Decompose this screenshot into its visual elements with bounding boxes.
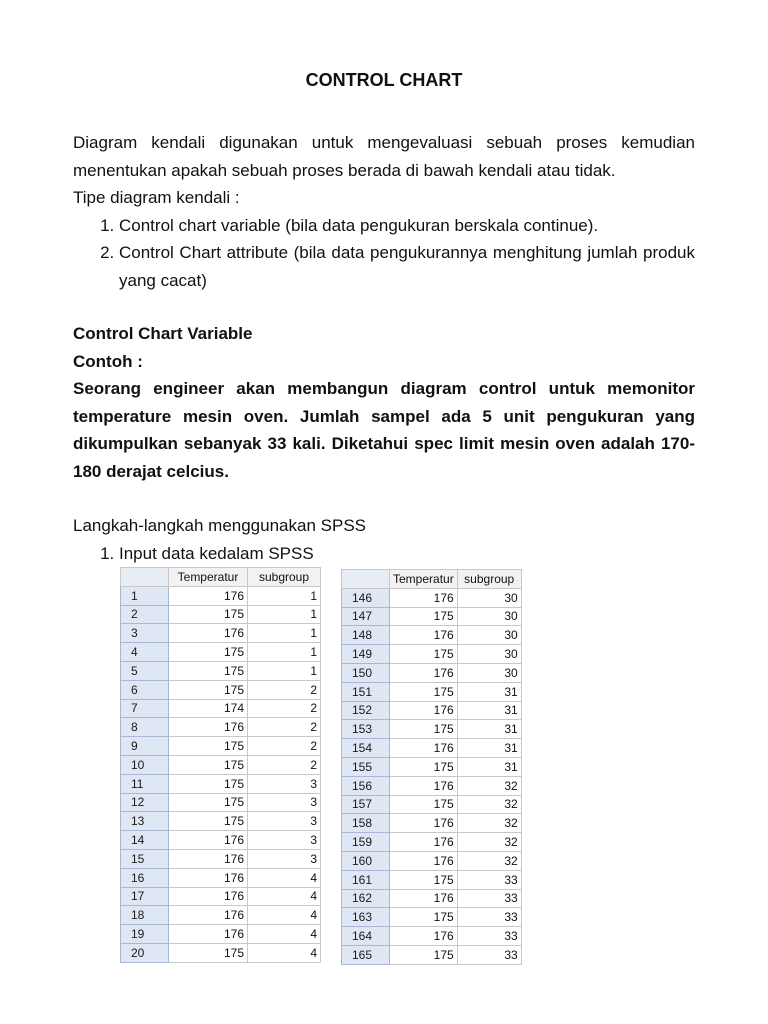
temperatur-cell[interactable]: 176 bbox=[390, 701, 458, 720]
table-row[interactable] bbox=[342, 757, 522, 776]
subgroup-cell[interactable]: 31 bbox=[457, 757, 521, 776]
row-number-cell[interactable]: 4 bbox=[121, 643, 169, 662]
table-row[interactable] bbox=[121, 755, 321, 774]
row-number-cell[interactable]: 14 bbox=[121, 831, 169, 850]
table-row[interactable] bbox=[121, 643, 321, 662]
example-text: Seorang engineer akan membangun diagram control untuk memonitor temperature mesin oven. Jumlah sampel ada 5 unit pengukuran yang dikumpulkan sebanyak 33 kali. Diketahui spec limit mesin oven adalah 170-180 derajat celcius. bbox=[73, 379, 695, 481]
grid-corner-cell[interactable] bbox=[121, 568, 169, 587]
subgroup-cell[interactable]: 32 bbox=[457, 833, 521, 852]
row-number-cell[interactable]: 9 bbox=[121, 737, 169, 756]
row-number-cell[interactable]: 17 bbox=[121, 887, 169, 906]
table-row[interactable] bbox=[121, 868, 321, 887]
row-number-cell[interactable]: 11 bbox=[121, 774, 169, 793]
temperatur-cell[interactable]: 175 bbox=[390, 908, 458, 927]
temperatur-cell[interactable]: 176 bbox=[169, 718, 248, 737]
row-number-cell[interactable]: 18 bbox=[121, 906, 169, 925]
subgroup-cell[interactable]: 4 bbox=[248, 887, 321, 906]
row-number-cell[interactable]: 160 bbox=[342, 851, 390, 870]
row-number-cell[interactable]: 159 bbox=[342, 833, 390, 852]
temperatur-cell[interactable]: 176 bbox=[169, 868, 248, 887]
temperatur-cell[interactable]: 176 bbox=[390, 814, 458, 833]
subgroup-cell[interactable]: 1 bbox=[248, 643, 321, 662]
table-row[interactable] bbox=[121, 793, 321, 812]
temperatur-cell[interactable]: 176 bbox=[390, 626, 458, 645]
row-number-cell[interactable]: 152 bbox=[342, 701, 390, 720]
list-item: 1. Control chart variable (bila data pengukuran berskala continue). bbox=[119, 212, 695, 240]
temperatur-cell[interactable]: 176 bbox=[390, 833, 458, 852]
example-label: Contoh : bbox=[73, 351, 143, 371]
row-number-cell[interactable]: 12 bbox=[121, 793, 169, 812]
temperatur-cell[interactable]: 176 bbox=[169, 925, 248, 944]
row-number-cell[interactable]: 2 bbox=[121, 605, 169, 624]
temperatur-cell[interactable]: 176 bbox=[390, 663, 458, 682]
temperatur-cell[interactable]: 175 bbox=[390, 682, 458, 701]
subgroup-cell[interactable]: 3 bbox=[248, 831, 321, 850]
subgroup-cell[interactable]: 32 bbox=[457, 814, 521, 833]
temperatur-cell[interactable]: 176 bbox=[169, 906, 248, 925]
row-number-cell[interactable]: 147 bbox=[342, 607, 390, 626]
row-number-cell[interactable]: 3 bbox=[121, 624, 169, 643]
intro-paragraph: Diagram kendali digunakan untuk mengevaluasi sebuah proses kemudian menentukan apakah sebuah proses berada di bawah kendali atau tidak. bbox=[73, 133, 695, 180]
steps-block bbox=[73, 512, 695, 567]
row-number-cell[interactable]: 20 bbox=[121, 943, 169, 962]
types-heading: Tipe diagram kendali : bbox=[73, 188, 240, 207]
table-row[interactable] bbox=[121, 718, 321, 737]
temperatur-cell[interactable]: 176 bbox=[169, 849, 248, 868]
table-row[interactable] bbox=[342, 720, 522, 739]
row-number-cell[interactable]: 10 bbox=[121, 755, 169, 774]
subgroup-cell[interactable]: 4 bbox=[248, 925, 321, 944]
table-row[interactable] bbox=[342, 588, 522, 607]
table-row[interactable] bbox=[342, 776, 522, 795]
temperatur-cell[interactable]: 175 bbox=[169, 680, 248, 699]
row-number-cell[interactable]: 16 bbox=[121, 868, 169, 887]
row-number-cell[interactable]: 165 bbox=[342, 945, 390, 964]
subgroup-cell[interactable]: 3 bbox=[248, 849, 321, 868]
temperatur-cell[interactable]: 175 bbox=[169, 793, 248, 812]
subgroup-cell[interactable]: 33 bbox=[457, 889, 521, 908]
temperatur-cell[interactable]: 175 bbox=[169, 643, 248, 662]
subgroup-cell[interactable]: 30 bbox=[457, 607, 521, 626]
table-row[interactable] bbox=[121, 661, 321, 680]
subgroup-cell[interactable]: 4 bbox=[248, 943, 321, 962]
section-title: Control Chart Variable bbox=[73, 324, 253, 343]
temperatur-cell[interactable]: 176 bbox=[390, 739, 458, 758]
subgroup-cell[interactable]: 33 bbox=[457, 870, 521, 889]
row-number-cell[interactable]: 7 bbox=[121, 699, 169, 718]
temperatur-cell[interactable]: 175 bbox=[169, 943, 248, 962]
row-number-cell[interactable]: 15 bbox=[121, 849, 169, 868]
table-row[interactable] bbox=[342, 851, 522, 870]
subgroup-cell[interactable]: 1 bbox=[248, 586, 321, 605]
intro-block bbox=[73, 129, 695, 294]
row-number-cell[interactable]: 164 bbox=[342, 927, 390, 946]
row-number-cell[interactable]: 161 bbox=[342, 870, 390, 889]
temperatur-cell[interactable]: 175 bbox=[390, 757, 458, 776]
temperatur-cell[interactable]: 176 bbox=[390, 927, 458, 946]
temperatur-cell[interactable]: 176 bbox=[390, 776, 458, 795]
row-number-cell[interactable]: 19 bbox=[121, 925, 169, 944]
temperatur-cell[interactable]: 176 bbox=[169, 586, 248, 605]
table-row[interactable] bbox=[342, 607, 522, 626]
row-number-cell[interactable]: 158 bbox=[342, 814, 390, 833]
table-row[interactable] bbox=[121, 737, 321, 756]
row-number-cell[interactable]: 8 bbox=[121, 718, 169, 737]
row-number-cell[interactable]: 6 bbox=[121, 680, 169, 699]
row-number-cell[interactable]: 155 bbox=[342, 757, 390, 776]
table-row[interactable] bbox=[342, 908, 522, 927]
temperatur-cell[interactable]: 176 bbox=[390, 889, 458, 908]
subgroup-cell[interactable]: 1 bbox=[248, 661, 321, 680]
temperatur-cell[interactable]: 175 bbox=[169, 737, 248, 756]
row-number-cell[interactable]: 148 bbox=[342, 626, 390, 645]
subgroup-cell[interactable]: 4 bbox=[248, 868, 321, 887]
table-row[interactable] bbox=[121, 586, 321, 605]
table-row[interactable] bbox=[342, 833, 522, 852]
subgroup-cell[interactable]: 30 bbox=[457, 645, 521, 664]
temperatur-cell[interactable]: 175 bbox=[390, 645, 458, 664]
subgroup-cell[interactable]: 3 bbox=[248, 793, 321, 812]
row-number-cell[interactable]: 151 bbox=[342, 682, 390, 701]
temperatur-cell[interactable]: 175 bbox=[390, 720, 458, 739]
row-number-cell[interactable]: 150 bbox=[342, 663, 390, 682]
subgroup-cell[interactable]: 32 bbox=[457, 851, 521, 870]
subgroup-cell[interactable]: 32 bbox=[457, 795, 521, 814]
subgroup-cell[interactable]: 2 bbox=[248, 699, 321, 718]
table-row[interactable] bbox=[342, 945, 522, 964]
row-number-cell[interactable]: 5 bbox=[121, 661, 169, 680]
temperatur-cell[interactable]: 175 bbox=[390, 945, 458, 964]
column-header-subgroup[interactable]: subgroup bbox=[248, 568, 321, 587]
subgroup-cell[interactable]: 3 bbox=[248, 812, 321, 831]
temperatur-cell[interactable]: 176 bbox=[169, 887, 248, 906]
row-number-cell[interactable]: 163 bbox=[342, 908, 390, 927]
subgroup-cell[interactable]: 33 bbox=[457, 945, 521, 964]
subgroup-cell[interactable]: 33 bbox=[457, 908, 521, 927]
temperatur-cell[interactable]: 176 bbox=[169, 624, 248, 643]
document-title: CONTROL CHART bbox=[305, 70, 463, 90]
steps-heading: Langkah-langkah menggunakan SPSS bbox=[73, 516, 366, 535]
table-row[interactable] bbox=[342, 682, 522, 701]
subgroup-cell[interactable]: 4 bbox=[248, 906, 321, 925]
table-row[interactable] bbox=[121, 943, 321, 962]
subgroup-cell[interactable]: 1 bbox=[248, 624, 321, 643]
spss-data-grid-right[interactable] bbox=[341, 569, 522, 965]
row-number-cell[interactable]: 1 bbox=[121, 586, 169, 605]
table-row[interactable] bbox=[121, 906, 321, 925]
temperatur-cell[interactable]: 174 bbox=[169, 699, 248, 718]
steps-list bbox=[73, 540, 695, 568]
spss-data-grid-left[interactable] bbox=[120, 567, 321, 963]
types-list bbox=[73, 212, 695, 295]
row-number-cell[interactable]: 13 bbox=[121, 812, 169, 831]
example-section bbox=[73, 320, 695, 485]
table-row[interactable] bbox=[121, 849, 321, 868]
table-row[interactable] bbox=[121, 605, 321, 624]
subgroup-cell[interactable]: 2 bbox=[248, 718, 321, 737]
grid-corner-cell[interactable] bbox=[342, 570, 390, 589]
row-number-cell[interactable]: 146 bbox=[342, 588, 390, 607]
subgroup-cell[interactable]: 31 bbox=[457, 682, 521, 701]
subgroup-cell[interactable]: 30 bbox=[457, 626, 521, 645]
temperatur-cell[interactable]: 176 bbox=[169, 831, 248, 850]
temperatur-cell[interactable]: 175 bbox=[169, 755, 248, 774]
subgroup-cell[interactable]: 2 bbox=[248, 737, 321, 756]
row-number-cell[interactable]: 157 bbox=[342, 795, 390, 814]
column-header-temperatur[interactable]: Temperatur bbox=[169, 568, 248, 587]
table-row[interactable] bbox=[342, 701, 522, 720]
list-item: 2. Control Chart attribute (bila data pengukurannya menghitung jumlah produk yang cacat) bbox=[119, 239, 695, 294]
subgroup-cell[interactable]: 30 bbox=[457, 588, 521, 607]
table-row[interactable] bbox=[121, 774, 321, 793]
subgroup-cell[interactable]: 31 bbox=[457, 701, 521, 720]
table-row[interactable] bbox=[342, 814, 522, 833]
subgroup-cell[interactable]: 2 bbox=[248, 680, 321, 699]
column-header-subgroup[interactable]: subgroup bbox=[457, 570, 521, 589]
temperatur-cell[interactable]: 176 bbox=[390, 588, 458, 607]
temperatur-cell[interactable]: 175 bbox=[390, 607, 458, 626]
table-row[interactable] bbox=[342, 663, 522, 682]
table-row[interactable] bbox=[342, 927, 522, 946]
row-number-cell[interactable]: 154 bbox=[342, 739, 390, 758]
subgroup-cell[interactable]: 31 bbox=[457, 739, 521, 758]
column-header-temperatur[interactable]: Temperatur bbox=[390, 570, 458, 589]
table-row[interactable] bbox=[121, 699, 321, 718]
temperatur-cell[interactable]: 175 bbox=[390, 795, 458, 814]
subgroup-cell[interactable]: 31 bbox=[457, 720, 521, 739]
temperatur-cell[interactable]: 175 bbox=[169, 605, 248, 624]
row-number-cell[interactable]: 162 bbox=[342, 889, 390, 908]
row-number-cell[interactable]: 149 bbox=[342, 645, 390, 664]
table-row[interactable] bbox=[121, 831, 321, 850]
table-row[interactable] bbox=[342, 870, 522, 889]
table-row[interactable] bbox=[342, 626, 522, 645]
table-row[interactable] bbox=[342, 889, 522, 908]
table-row[interactable] bbox=[121, 925, 321, 944]
table-row[interactable] bbox=[342, 795, 522, 814]
subgroup-cell[interactable]: 1 bbox=[248, 605, 321, 624]
row-number-cell[interactable]: 156 bbox=[342, 776, 390, 795]
temperatur-cell[interactable]: 175 bbox=[390, 870, 458, 889]
table-row[interactable] bbox=[121, 680, 321, 699]
table-row[interactable] bbox=[121, 887, 321, 906]
subgroup-cell[interactable]: 30 bbox=[457, 663, 521, 682]
row-number-cell[interactable]: 153 bbox=[342, 720, 390, 739]
table-row[interactable] bbox=[342, 645, 522, 664]
table-row[interactable] bbox=[121, 812, 321, 831]
temperatur-cell[interactable]: 175 bbox=[169, 661, 248, 680]
subgroup-cell[interactable]: 2 bbox=[248, 755, 321, 774]
subgroup-cell[interactable]: 32 bbox=[457, 776, 521, 795]
subgroup-cell[interactable]: 3 bbox=[248, 774, 321, 793]
temperatur-cell[interactable]: 175 bbox=[169, 774, 248, 793]
table-row[interactable] bbox=[342, 739, 522, 758]
subgroup-cell[interactable]: 33 bbox=[457, 927, 521, 946]
temperatur-cell[interactable]: 175 bbox=[169, 812, 248, 831]
table-row[interactable] bbox=[121, 624, 321, 643]
list-item: 1. Input data kedalam SPSS bbox=[119, 540, 695, 568]
temperatur-cell[interactable]: 176 bbox=[390, 851, 458, 870]
